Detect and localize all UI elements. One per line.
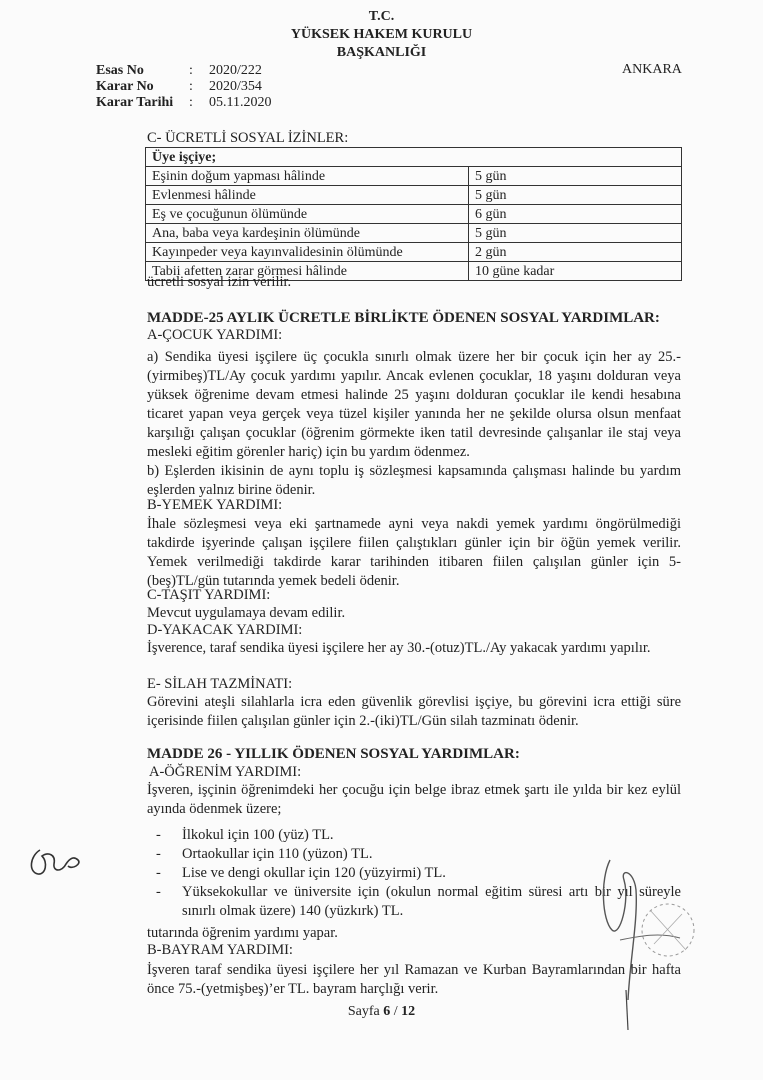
madde26-a-footer: tutarında öğrenim yardımı yapar. [147, 925, 338, 941]
madde25-e-para: Görevini ateşli silahlarla icra eden güvenlik görevlisi işçiye, bu görevini icra ettiği süre içerisinde fiilen çalışılan günler için 2.-(iki)TL/Gün silah tazminatı ödenir. [147, 694, 681, 729]
meta-tarih [96, 95, 271, 111]
madde25-c-para: Mevcut uygulamaya devam edilir. [147, 605, 346, 621]
madde25-e-title: E- SİLAH TAZMİNATI: [147, 676, 293, 692]
page-total: 12 [401, 1004, 416, 1019]
madde25-d-para: İşverence, taraf sendika üyesi işçilere her ay 30.-(otuz)TL./Ay yakacak yardımı yapılır. [147, 640, 651, 656]
item-dash: - [156, 865, 161, 881]
tarih-colon: : [189, 95, 193, 110]
header-presidency: BAŞKANLIĞI [336, 45, 427, 60]
list-item [156, 826, 681, 845]
table-row [146, 224, 682, 243]
table-cell-days: 5 gün [469, 167, 682, 186]
table-cell-reason: Tabii afetten zarar görmesi hâlinde [146, 262, 469, 281]
table-cell-reason: Ana, baba veya kardeşinin ölümünde [146, 224, 469, 243]
page-number [0, 1004, 763, 1020]
table-row [146, 167, 682, 186]
handwritten-initials [26, 842, 86, 882]
tarih-label: Karar Tarihi [96, 95, 174, 110]
madde26-a-para: İşveren, işçinin öğrenimdeki her çocuğu için belge ibraz etmek şartı ile yılda bir kez eylül ayında ödenmek üzere; [147, 782, 681, 817]
item-text: Ortaokullar için 110 (yüzon) TL. [182, 846, 373, 862]
list-item [156, 845, 681, 864]
table-row [146, 243, 682, 262]
madde25-a-para2: b) Eşlerden ikisinin de aynı toplu iş sözleşmesi kapsamında çalışması halinde bu yardım eşlerden yalnız birine ödenir. [147, 463, 681, 498]
header-tc: T.C. [368, 9, 395, 24]
madde25-title: MADDE-25 AYLIK ÜCRETLE BİRLİKTE ÖDENEN SOSYAL YARDIMLAR: [147, 310, 660, 326]
table-cell-reason: Eş ve çocuğunun ölümünde [146, 205, 469, 224]
karar-colon: : [189, 79, 193, 94]
list-item [156, 864, 681, 883]
meta-karar [96, 79, 262, 95]
page-separator: / [393, 1004, 398, 1019]
table-cell-reason: Evlenmesi hâlinde [146, 186, 469, 205]
table-cell-reason: Eşinin doğum yapması hâlinde [146, 167, 469, 186]
meta-esas [96, 63, 262, 79]
tarih-value: 05.11.2020 [209, 95, 272, 110]
item-text: Lise ve dengi okullar için 120 (yüzyirmi) TL. [182, 865, 446, 881]
item-text: Yüksekokullar ve üniversite için (okulun normal eğitim süresi artı bir yıl süreyle sınırlı olmak üzere) 140 (yüzkırk) TL. [182, 884, 681, 919]
esas-label: Esas No [96, 63, 144, 78]
table-row [146, 186, 682, 205]
madde26-a-title: A-ÖĞRENİM YARDIMI: [149, 764, 302, 780]
list-item [156, 883, 681, 921]
section-c-title: C- ÜCRETLİ SOSYAL İZİNLER: [147, 130, 349, 146]
madde25-b-title: B-YEMEK YARDIMI: [147, 497, 283, 513]
madde25-c-title: C-TAŞIT YARDIMI: [147, 587, 271, 603]
madde25-a-title: A-ÇOCUK YARDIMI: [147, 327, 283, 343]
karar-value: 2020/354 [209, 79, 262, 94]
table-cell-reason: Kayınpeder veya kayınvalidesinin ölümünde [146, 243, 469, 262]
madde26-b-title: B-BAYRAM YARDIMI: [147, 942, 293, 958]
table-row [146, 148, 682, 167]
table-cell-days: 10 güne kadar [469, 262, 682, 281]
section-c-footer: ücretli sosyal izin verilir. [147, 274, 292, 290]
table-header: Üye işçiye; [146, 148, 682, 167]
madde25-a-para1: a) Sendika üyesi işçilere üç çocukla sınırlı olmak üzere her bir çocuk için her ay 25.-(yirmibeş)TL/Ay çocuk yardımı yapılır. Ancak evlenen çocuklar, 18 yaşını dolduran veya yüksek öğrenime devam etmesi halinde 25 yaşını dolduran çocuklar ile kendi hesabına ticaret yapan veya gerçek veya tüzel kişiler yanında her ne şekilde olursa olsun menfaat karşılığı çalışan çocuklar (öğrenim görmekte iken tatil devresinde çalışanlar ile staj veya mesleki eğitim görenler hariç) için bu yardım ödenmez. [147, 349, 681, 460]
leave-table [145, 147, 682, 281]
madde26-title: MADDE 26 - YILLIK ÖDENEN SOSYAL YARDIMLAR: [147, 746, 520, 762]
table-cell-days: 5 gün [469, 224, 682, 243]
table-cell-days: 2 gün [469, 243, 682, 262]
esas-colon: : [189, 63, 193, 78]
page-label: Sayfa [347, 1004, 380, 1019]
madde25-d-title: D-YAKACAK YARDIMI: [147, 622, 303, 638]
karar-label: Karar No [96, 79, 154, 94]
education-aid-list [156, 826, 681, 921]
esas-value: 2020/222 [209, 63, 262, 78]
item-dash: - [156, 846, 161, 862]
madde25-b-para: İhale sözleşmesi veya eki şartnamede ayni veya nakdi yemek yardımı öngörülmediği takdirde işyerinde çalışan işçilere fiilen çalıştıkları günler için bir öğün yemek verilir. Yemek verilmediği takdirde karar tarihinden itibaren fiilen çalışılan günler için 5-(beş)TL/gün tutarında yemek bedeli ödenir. [147, 516, 681, 589]
page-current: 6 [383, 1004, 391, 1019]
city: ANKARA [622, 62, 682, 77]
madde26-b-para: İşveren taraf sendika üyesi işçilere her yıl Ramazan ve Kurban Bayramlarından bir hafta önce 75.-(yetmişbeş)’er TL. bayram harçlığı verir. [147, 962, 681, 997]
table-cell-days: 6 gün [469, 205, 682, 224]
table-row [146, 205, 682, 224]
table-cell-days: 5 gün [469, 186, 682, 205]
item-text: İlkokul için 100 (yüz) TL. [182, 827, 334, 843]
header-institution: YÜKSEK HAKEM KURULU [290, 27, 473, 42]
item-dash: - [156, 884, 161, 900]
item-dash: - [156, 827, 161, 843]
